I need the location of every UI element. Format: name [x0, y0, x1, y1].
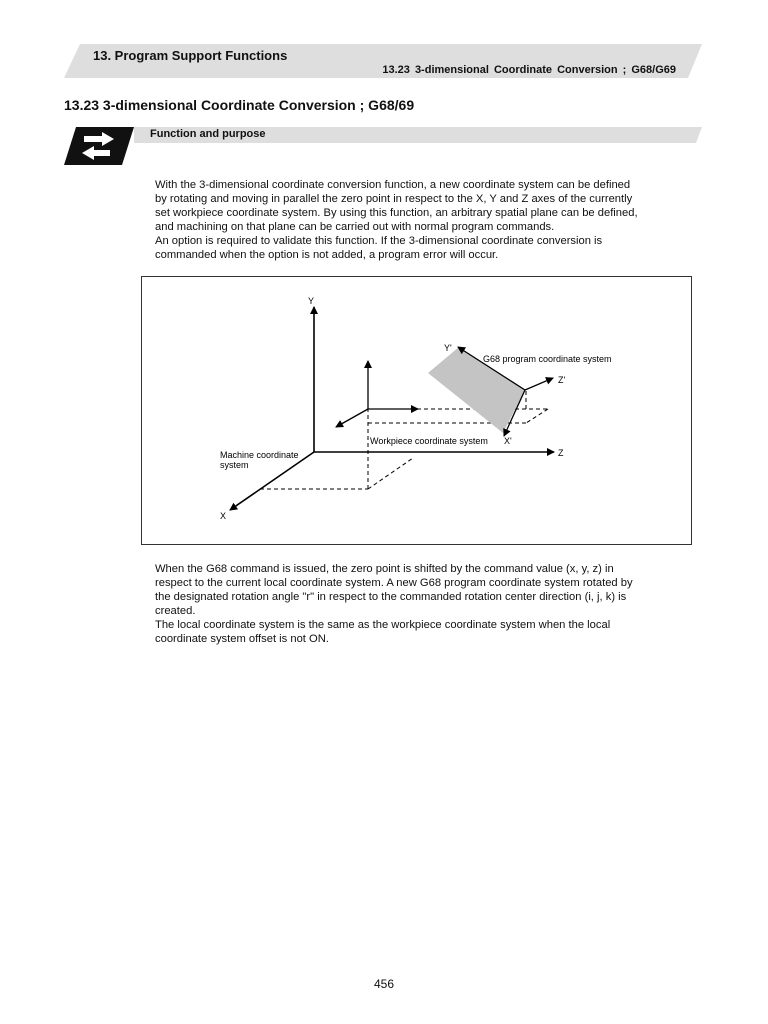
intro-line: and machining on that plane can be carried out with normal program commands.	[155, 221, 555, 233]
intro-line: An option is required to validate this function. If the 3-dimensional coordinate conversion is	[155, 235, 603, 247]
intro-paragraph	[155, 178, 715, 262]
program-z-label: Z'	[558, 375, 566, 385]
program-x-label: X'	[504, 436, 512, 446]
machine-y-label: Y	[308, 296, 315, 306]
detail-line: the designated rotation angle "r" in respect to the commanded rotation center direction (i, j, k) is	[155, 591, 627, 603]
machine-z-label: Z	[558, 448, 564, 458]
page-number: 456	[373, 977, 395, 991]
program-z-axis	[525, 378, 553, 390]
intro-line: set workpiece coordinate system. By using this function, an arbitrary spatial plane can be defined,	[155, 207, 638, 219]
workpiece-x-axis	[336, 409, 368, 427]
header-chapter: 13. Program Support Functions	[93, 48, 288, 63]
workpiece-system-label: Workpiece coordinate system	[370, 436, 488, 446]
program-system-label: G68 program coordinate system	[483, 354, 612, 364]
detail-line: created.	[155, 605, 196, 617]
detail-line: coordinate system offset is not ON.	[155, 633, 329, 645]
detail-line: respect to the current local coordinate system. A new G68 program coordinate system rotated by	[155, 577, 633, 589]
intro-line: With the 3-dimensional coordinate conversion function, a new coordinate system can be defined	[155, 179, 631, 191]
header-section: 13.23 3-dimensional Coordinate Conversion ; G68/G69	[382, 64, 676, 76]
machine-x-label: X	[220, 511, 227, 521]
coordinate-diagram-svg	[142, 277, 691, 544]
detail-paragraph	[155, 562, 715, 646]
coordinate-diagram	[141, 276, 692, 545]
subheading-label: Function and purpose	[150, 128, 266, 140]
intro-line: by rotating and moving in parallel the zero point in respect to the X, Y and Z axes of the currently	[155, 193, 633, 205]
detail-line: When the G68 command is issued, the zero point is shifted by the command value (x, y, z) in	[155, 563, 614, 575]
machine-system-label-line1: Machine coordinate	[220, 450, 299, 460]
intro-line: commanded when the option is not added, a program error will occur.	[155, 249, 499, 261]
program-y-label: Y'	[444, 343, 452, 353]
machine-system-label-line2: system	[220, 460, 249, 470]
double-arrow-icon	[64, 127, 134, 170]
detail-line: The local coordinate system is the same as the workpiece coordinate system when the local	[155, 619, 611, 631]
section-title: 13.23 3-dimensional Coordinate Conversion ; G68/69	[64, 97, 415, 113]
